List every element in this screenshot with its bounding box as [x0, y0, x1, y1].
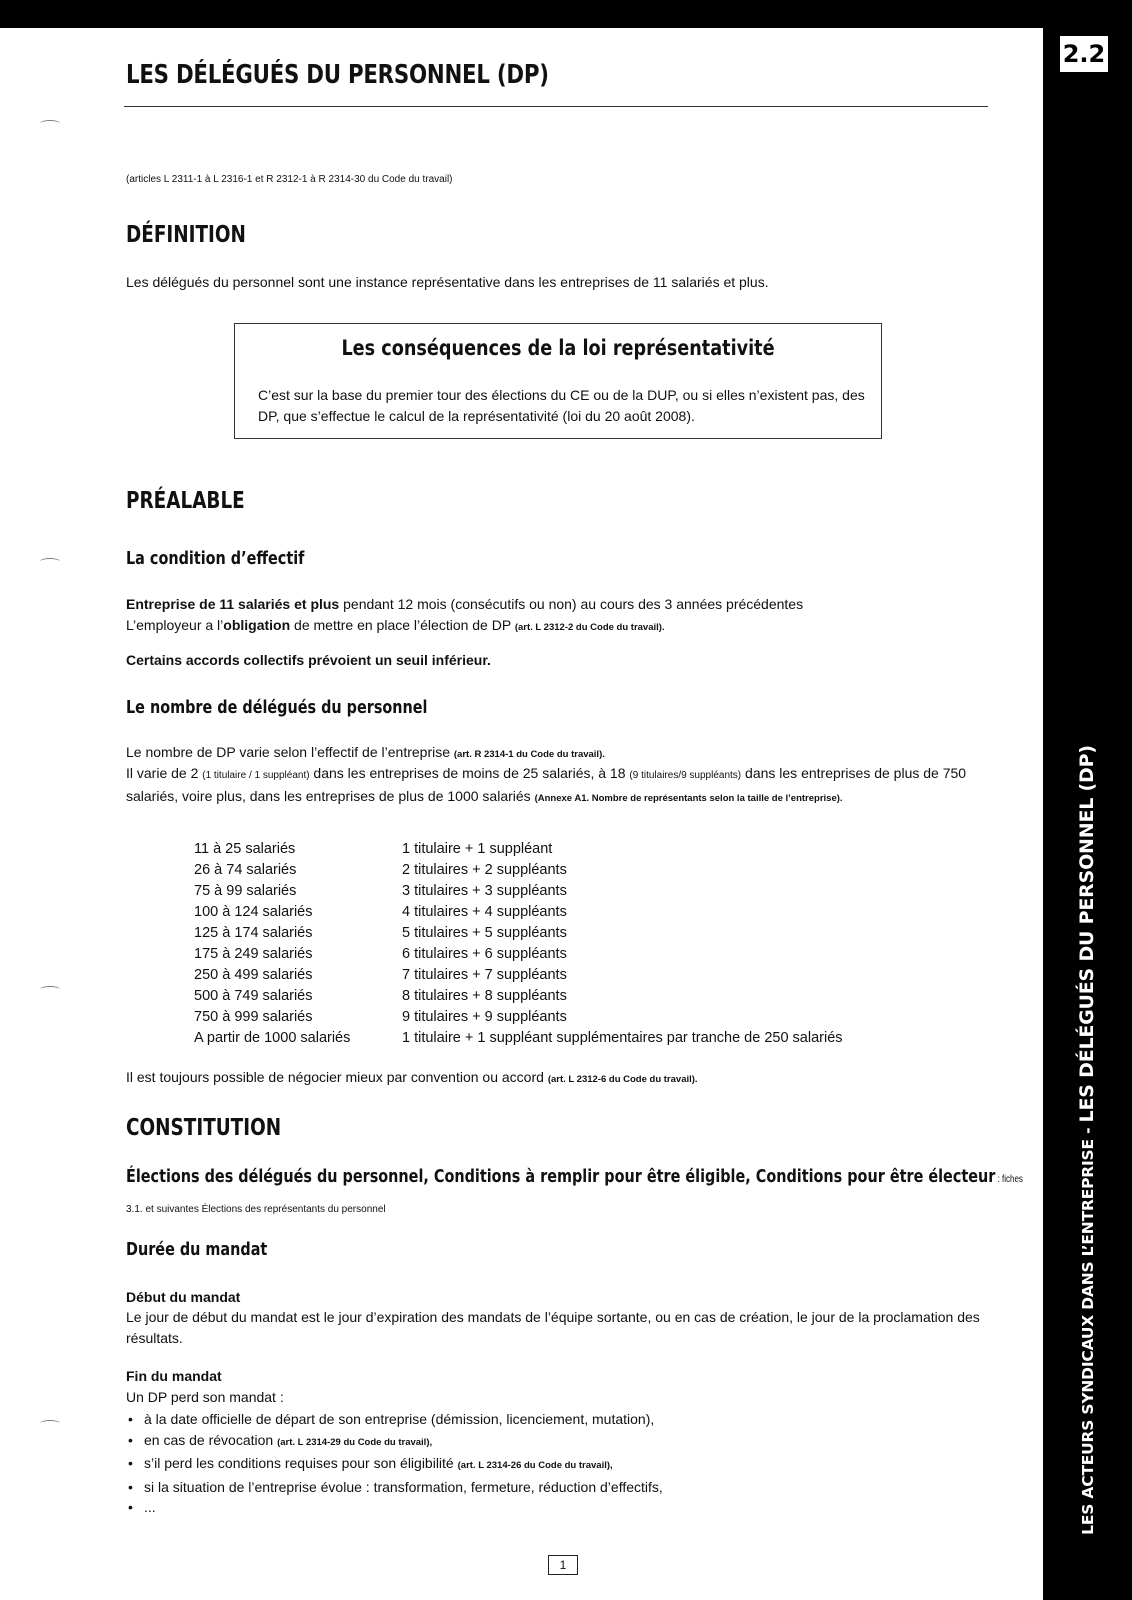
elections-ref-a: : fiches	[995, 1174, 1023, 1185]
table-delegues: 1 titulaire + 1 suppléant	[402, 841, 553, 857]
list-item	[126, 1430, 663, 1454]
nombre-p1	[126, 742, 1006, 765]
debut-text: Le jour de début du mandat est le jour d’expiration des mandats de l’équipe sortante, ou en cas de création, le jour de la proclamation des résultats.	[126, 1309, 980, 1346]
table-effectif: 750 à 999 salariés	[194, 1009, 313, 1025]
sidebar-title-part1: LES ACTEURS SYNDICAUX DANS L’ENTREPRISE -	[1079, 1122, 1097, 1535]
sidebar-title-part2: LES DÉLÉGUÉS DU PERSONNEL (DP)	[1076, 745, 1098, 1123]
obligation-prefix: L’employeur a l’	[126, 617, 224, 633]
nombre-p2-ref: (Annexe A1. Nombre de représentants selon la taille de l’entreprise).	[534, 793, 843, 804]
nombre-p2	[126, 763, 998, 809]
table-row	[194, 902, 843, 923]
table-effectif: 250 à 499 salariés	[194, 967, 313, 983]
condition-line-2	[126, 615, 665, 638]
duree-heading: Durée du mandat	[126, 1239, 268, 1260]
fin-label: Fin du mandat	[126, 1368, 222, 1384]
table-delegues: 9 titulaires + 9 suppléants	[402, 1009, 567, 1025]
nombre-p2-b: dans les entreprises de moins de 25 salariés, à 18	[309, 765, 630, 781]
elections-heading	[126, 1166, 1023, 1187]
title-rule	[124, 106, 988, 107]
table-effectif: 125 à 174 salariés	[194, 925, 313, 941]
table-effectif: 11 à 25 salariés	[194, 841, 296, 857]
constitution-heading: CONSTITUTION	[126, 1115, 282, 1141]
delegates-table	[194, 839, 843, 1049]
bullet-text: à la date officielle de départ de son entreprise (démission, licenciement, mutation),	[144, 1411, 655, 1427]
representativite-box	[234, 323, 882, 439]
table-row	[194, 923, 843, 944]
table-row	[194, 881, 843, 902]
table-effectif: 75 à 99 salariés	[194, 883, 297, 899]
binding-mark	[40, 120, 60, 127]
table-delegues: 2 titulaires + 2 suppléants	[402, 862, 567, 878]
nombre-p1-ref: (art. R 2314-1 du Code du travail).	[453, 749, 605, 760]
table-delegues: 5 titulaires + 5 suppléants	[402, 925, 567, 941]
definition-heading: DÉFINITION	[126, 222, 246, 248]
table-delegues: 8 titulaires + 8 suppléants	[402, 988, 567, 1004]
section-number: 2.2	[1060, 36, 1108, 72]
table-row	[194, 1028, 843, 1049]
table-row	[194, 839, 843, 860]
box-text: C’est sur la base du premier tour des élections du CE ou de la DUP, ou si elles n’existent pas, des DP, que s’effectue le calcul de la représentativité (loi du 20 août 2008).	[258, 387, 865, 424]
bullet-text: ...	[144, 1499, 156, 1515]
condition-bold: Entreprise de 11 salariés et plus	[126, 596, 340, 612]
binding-mark	[40, 558, 60, 565]
elections-ref-b: 3.1. et suivantes Élections des représentants du personnel	[126, 1204, 386, 1215]
bullet-ref: (art. L 2314-26 du Code du travail),	[457, 1460, 613, 1471]
table-row	[194, 860, 843, 881]
table-effectif: 100 à 124 salariés	[194, 904, 313, 920]
table-delegues: 3 titulaires + 3 suppléants	[402, 883, 567, 899]
sidebar-chapter-title	[1076, 680, 1098, 1600]
negocier-note	[126, 1067, 698, 1090]
bullet-text: si la situation de l’entreprise évolue : transformation, fermeture, réduction d’effectifs,	[144, 1478, 663, 1495]
table-delegues: 1 titulaire + 1 suppléant supplémentaires par tranche de 250 salariés	[402, 1030, 843, 1046]
table-row	[194, 1007, 843, 1028]
definition-text: Les délégués du personnel sont une instance représentative dans les entreprises de 11 salariés et plus.	[126, 274, 769, 290]
fin-bullets	[126, 1409, 663, 1518]
bullet-text: s’il perd les conditions requises pour son éligibilité	[144, 1455, 458, 1471]
debut-label: Début du mandat	[126, 1289, 241, 1305]
nombre-p2-s1: (1 titulaire / 1 suppléant)	[202, 770, 310, 781]
condition-line-1-rest: pendant 12 mois (consécutifs ou non) au cours des 3 années précédentes	[339, 596, 804, 612]
table-delegues: 4 titulaires + 4 suppléants	[402, 904, 567, 920]
bullet-ref: (art. L 2314-29 du Code du travail),	[277, 1436, 433, 1448]
nombre-p2-s2: (9 titulaires/9 suppléants)	[629, 770, 742, 781]
obligation-ref: (art. L 2312-2 du Code du travail).	[514, 622, 665, 633]
table-effectif: A partir de 1000 salariés	[194, 1030, 351, 1046]
prealable-heading: PRÉALABLE	[126, 488, 245, 514]
binding-mark	[40, 986, 60, 993]
negocier-ref: (art. L 2312-6 du Code du travail).	[547, 1074, 698, 1085]
articles-reference: (articles L 2311-1 à L 2316-1 et R 2312-1 à R 2314-30 du Code du travail)	[126, 174, 453, 185]
binding-mark	[40, 1420, 60, 1427]
nombre-heading: Le nombre de délégués du personnel	[126, 697, 428, 718]
nombre-p2-c: dans les entreprises de plus de 750 salariés, voire plus, dans les entreprises de plus de 1000 salariés	[126, 765, 967, 804]
table-row	[194, 965, 843, 986]
page-number: 1	[548, 1555, 578, 1575]
page-title: LES DÉLÉGUÉS DU PERSONNEL (DP)	[126, 60, 549, 90]
accords-note: Certains accords collectifs prévoient un seuil inférieur.	[126, 652, 491, 668]
nombre-p2-a: Il varie de 2	[126, 765, 203, 781]
table-row	[194, 986, 843, 1007]
top-black-bar	[0, 0, 1132, 28]
table-effectif: 26 à 74 salariés	[194, 862, 297, 878]
fin-intro: Un DP perd son mandat :	[126, 1389, 284, 1405]
list-item	[126, 1477, 663, 1498]
list-item	[126, 1409, 663, 1430]
condition-line-1	[126, 594, 803, 615]
list-item	[126, 1453, 663, 1477]
table-delegues: 7 titulaires + 7 suppléants	[402, 967, 567, 983]
list-item	[126, 1497, 663, 1518]
negocier-text: Il est toujours possible de négocier mieux par convention ou accord	[126, 1069, 548, 1085]
obligation-suffix: de mettre en place l’élection de DP	[290, 617, 515, 633]
table-effectif: 175 à 249 salariés	[194, 946, 313, 962]
table-delegues: 6 titulaires + 6 suppléants	[402, 946, 567, 962]
elections-heading-text: Élections des délégués du personnel, Conditions à remplir pour être éligible, Conditions pour être électeur	[126, 1166, 996, 1187]
table-effectif: 500 à 749 salariés	[194, 988, 313, 1004]
condition-heading: La condition d’effectif	[126, 548, 305, 569]
obligation-word: obligation	[223, 617, 291, 633]
table-row	[194, 944, 843, 965]
nombre-p1-text: Le nombre de DP varie selon l’effectif de l’entreprise	[126, 744, 454, 760]
box-title: Les conséquences de la loi représentativité	[341, 336, 775, 360]
bullet-text: en cas de révocation	[144, 1431, 278, 1448]
